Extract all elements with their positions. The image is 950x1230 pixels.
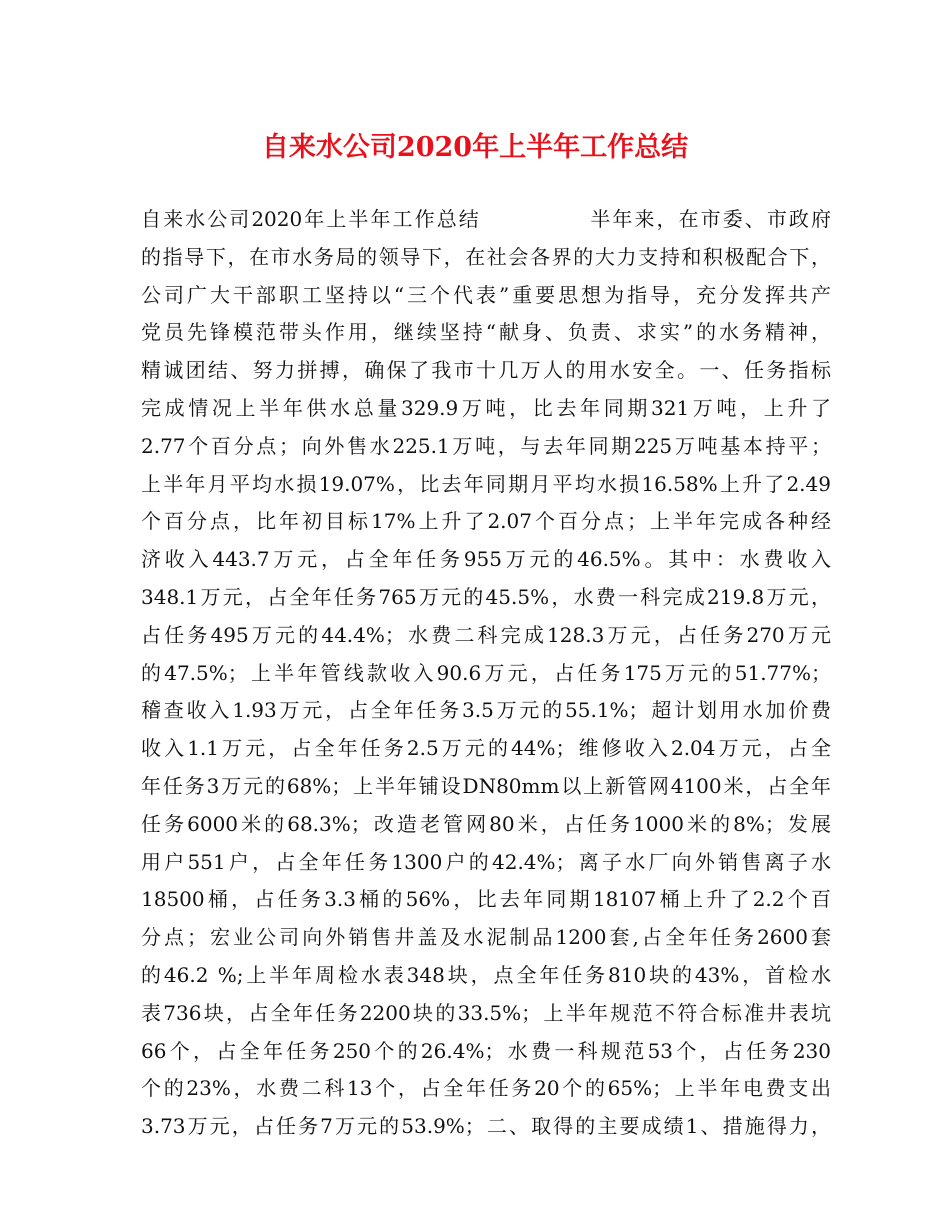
body-line: 3.73万元，占任务7万元的53.9%；二、取得的主要成绩1、措施得力，: [141, 1114, 831, 1139]
body-line: 稽查收入1.93万元，占全年任务3.5万元的55.1%；超计划用水加价费: [141, 698, 831, 723]
body-line: 上半年月平均水损19.07%，比去年同期月平均水损16.58%上升了2.49: [141, 471, 831, 496]
body-line: 用户551户，占全年任务1300户的42.4%；离子水厂向外销售离子水: [141, 849, 831, 874]
body-line: 年任务3万元的68%；上半年铺设DN80mm以上新管网4100米，占全年: [141, 773, 831, 798]
body-line: 的47.5%；上半年管线款收入90.6万元，占任务175万元的51.77%；: [141, 660, 831, 685]
body-line: 精诚团结、努力拼搏，确保了我市十几万人的用水安全。一、任务指标: [141, 358, 831, 383]
body-line: 任务6000米的68.3%；改造老管网80米，占任务1000米的8%；发展: [141, 811, 831, 836]
body-line: 完成情况上半年供水总量329.9万吨，比去年同期321万吨，上升了: [141, 395, 831, 420]
body-line: 表736块，占全年任务2200块的33.5%；上半年规范不符合标准井表坑: [141, 1000, 831, 1025]
body-line: 个百分点，比年初目标17%上升了2.07个百分点；上半年完成各种经: [141, 509, 831, 534]
body-line: 的指导下，在市水务局的领导下，在社会各界的大力支持和积极配合下，: [141, 244, 831, 269]
body-line: 占任务495万元的44.4%；水费二科完成128.3万元，占任务270万元: [141, 622, 831, 647]
body-line: 66个，占全年任务250个的26.4%；水费一科规范53个，占任务230: [141, 1038, 831, 1063]
body-line: 济收入443.7万元，占全年任务955万元的46.5%。其中：水费收入: [141, 547, 831, 572]
body-line: 18500桶，占任务3.3桶的56%，比去年同期18107桶上升了2.2个百: [141, 887, 831, 912]
body-line: 348.1万元，占全年任务765万元的45.5%，水费一科完成219.8万元，: [141, 584, 831, 609]
body-line: 自来水公司2020年上半年工作总结 半年来，在市委、市政府: [141, 207, 831, 231]
body-line: 2.77个百分点；向外售水225.1万吨，与去年同期225万吨基本持平；: [141, 433, 831, 458]
document-body: [141, 201, 831, 1146]
body-line: 的46.2 %;上半年周检水表348块，点全年任务810块的43%，首检水: [141, 962, 831, 987]
body-line: 党员先锋模范带头作用，继续坚持“献身、负责、求实”的水务精神，: [141, 320, 831, 345]
body-line: 个的23%，水费二科13个，占全年任务20个的65%；上半年电费支出: [141, 1076, 831, 1101]
document-title: 自来水公司2020年上半年工作总结: [261, 132, 689, 163]
body-line: 收入1.1万元，占全年任务2.5万元的44%；维修收入2.04万元，占全: [141, 736, 831, 761]
body-line: 分点；宏业公司向外销售井盖及水泥制品1200套,占全年任务2600套: [141, 925, 831, 950]
body-line: 公司广大干部职工坚持以“三个代表”重要思想为指导，充分发挥共产: [141, 282, 831, 307]
